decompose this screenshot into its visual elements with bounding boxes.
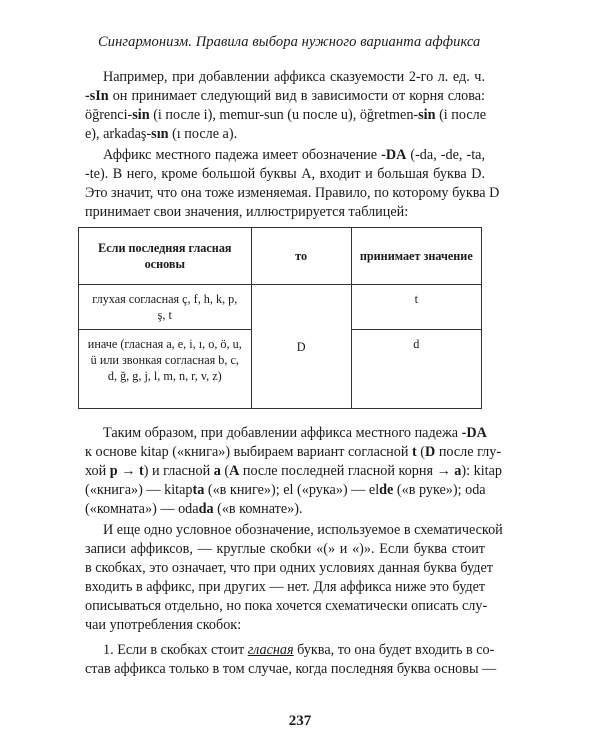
table-cell-value: t xyxy=(351,285,481,330)
page-number: 237 xyxy=(288,713,312,729)
table-cell-value: d xyxy=(351,330,481,409)
text-line: Это значит, что она тоже изменяемая. Правило, по которому буква D xyxy=(85,185,500,201)
text-line: описываться отдельно, но пока хочется схематически описать слу- xyxy=(85,598,488,614)
text-line: («книга») — kitapta («в книге»); el («рука») — elde («в руке»); oda xyxy=(85,482,486,498)
table-header-cell: Если последняя гласная основы xyxy=(79,228,252,285)
paragraph-3 xyxy=(85,424,502,519)
paragraph-4 xyxy=(85,521,503,635)
paragraph-5 xyxy=(85,641,497,679)
text-line: И еще одно условное обозначение, используемое в схематической xyxy=(103,522,503,538)
table-header-row xyxy=(79,228,482,285)
table-row xyxy=(79,285,482,330)
text-line: к основе kitap («книга») выбираем вариант согласной t (D после глу- xyxy=(85,444,502,460)
table-cell-letter: D xyxy=(251,285,351,409)
text-line: принимает свои значения, иллюстрируется таблицей: xyxy=(85,204,409,220)
text-line: Таким образом, при добавлении аффикса местного падежа -DA xyxy=(103,425,487,441)
text-line: записи аффиксов, — круглые скобки «(» и «)». Если буква стоит xyxy=(85,541,485,557)
text-line: хой p → t) и гласной a (A после последней гласной корня → a): kitap xyxy=(85,463,502,479)
text-line: 1. Если в скобках стоит гласная буква, то она будет входить в со- xyxy=(103,642,495,658)
table-cell-condition: иначе (гласная a, e, i, ı, o, ö, u, ü или звонкая согласная b, c, d, ğ, g, j, l, m, n, r, v, z) xyxy=(79,330,252,409)
running-header: Сингармонизм. Правила выбора нужного варианта аффикса xyxy=(98,34,481,50)
text-line: Аффикс местного падежа имеет обозначение -DA (-da, -de, -ta, xyxy=(103,147,485,163)
paragraph-1 xyxy=(85,68,485,144)
text-line: -te). В него, кроме большой буквы А, входит и большая буква D. xyxy=(85,166,485,182)
text-line: («комната») — odada («в комнате»). xyxy=(85,501,303,517)
table-header-cell: принимает значение xyxy=(351,228,481,285)
text-line: öğrenci-sin (i после i), memur-sun (u после u), öğretmen-sin (i после xyxy=(85,107,486,123)
text-line: Например, при добавлении аффикса сказуемости 2-го л. ед. ч. xyxy=(103,69,485,85)
affix-rules-table xyxy=(78,227,482,409)
text-line: в скобках, это означает, что при одних условиях данная буква будет xyxy=(85,560,493,576)
text-line: -sIn он принимает следующий вид в зависимости от корня слова: xyxy=(85,88,485,104)
text-line: став аффикса только в том случае, когда последняя буква основы — xyxy=(85,661,497,677)
table-cell-condition: глухая согласная ç, f, h, k, p, ş, t xyxy=(79,285,252,330)
text-line: e), arkadaş-sın (ı после a). xyxy=(85,126,238,142)
paragraph-2 xyxy=(85,146,500,222)
text-line: чаи употребления скобок: xyxy=(85,617,242,633)
table-header-cell: то xyxy=(251,228,351,285)
text-line: входить в аффикс, при других — нет. Для аффикса ниже это будет xyxy=(85,579,486,595)
